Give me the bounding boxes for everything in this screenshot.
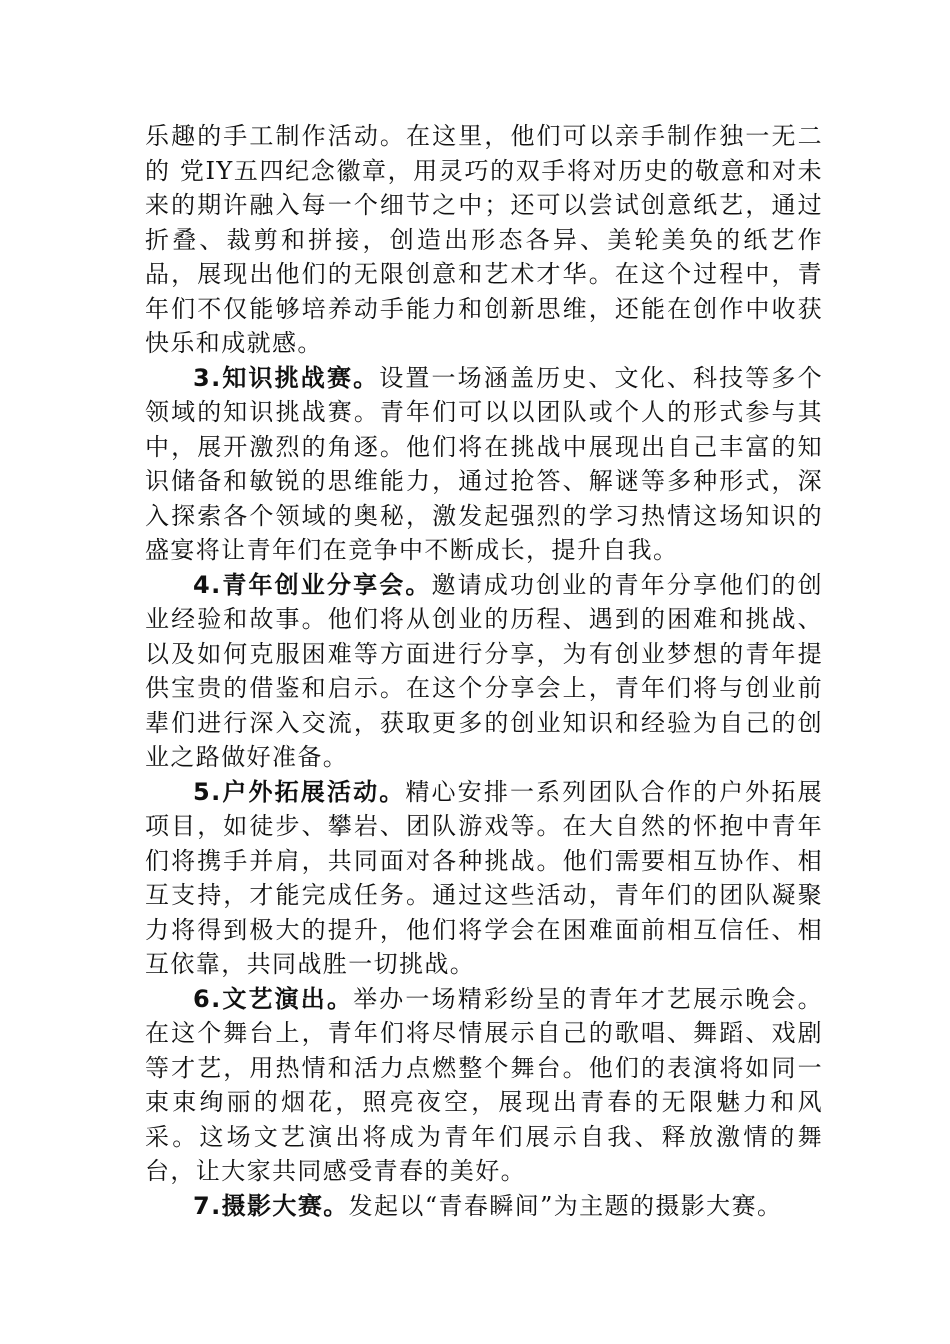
paragraph-startup-sharing bbox=[145, 568, 823, 775]
paragraph-text: 精心安排一系列团队合作的户外拓展项目，如徒步、攀岩、团队游戏等。在大自然的怀抱中青年们将携手并肩，共同面对各种挑战。他们需要相互协作、相互支持，才能完成任务。通过这些活动，青年们的团队凝聚力将得到极大的提升，他们将学会在困难面前相互信任、相互依靠，共同战胜一切挑战。 bbox=[145, 777, 823, 978]
paragraph-handcraft bbox=[145, 119, 823, 361]
paragraph-text: 乐趣的手工制作活动。在这里，他们可以亲手制作独一无二的 党IY五四纪念徽章，用灵巧的双手将对历史的敬意和对未来的期许融入每一个细节之中；还可以尝试创意纸艺，通过折叠、裁剪和拼接，创造出形态各异、美轮美奂的纸艺作品，展现出他们的无限创意和艺术才华。在这个过程中，青年们不仅能够培养动手能力和创新思维，还能在创作中收获快乐和成就感。 bbox=[145, 122, 823, 357]
paragraph-art-performance bbox=[145, 982, 823, 1189]
paragraph-knowledge-challenge bbox=[145, 361, 823, 568]
paragraph-text: 邀请成功创业的青年分享他们的创业经验和故事。他们将从创业的历程、遇到的困难和挑战、以及如何克服困难等方面进行分享，为有创业梦想的青年提供宝贵的借鉴和启示。在这个分享会上，青年们将与创业前辈们进行深入交流，获取更多的创业知识和经验为自己的创业之路做好准备。 bbox=[145, 570, 823, 771]
paragraph-heading: 4.青年创业分享会。 bbox=[193, 570, 432, 599]
paragraph-heading: 6.文艺演出。 bbox=[193, 984, 354, 1013]
document-page bbox=[145, 119, 823, 1223]
paragraph-outdoor-activities bbox=[145, 775, 823, 982]
paragraph-photo-contest bbox=[145, 1189, 823, 1224]
paragraph-heading: 3.知识挑战赛。 bbox=[193, 363, 380, 392]
paragraph-text: 发起以“青春瞬间”为主题的摄影大赛。 bbox=[348, 1191, 783, 1220]
paragraph-heading: 5.户外拓展活动。 bbox=[193, 777, 406, 806]
paragraph-text: 举办一场精彩纷呈的青年才艺展示晚会。在这个舞台上，青年们将尽情展示自己的歌唱、舞蹈、戏剧等才艺，用热情和活力点燃整个舞台。他们的表演将如同一束束绚丽的烟花，照亮夜空，展现出青春的无限魅力和风采。这场文艺演出将成为青年们展示自我、释放激情的舞台，让大家共同感受青春的美好。 bbox=[145, 984, 824, 1185]
paragraph-heading: 7.摄影大赛。 bbox=[193, 1191, 349, 1220]
paragraph-text: 设置一场涵盖历史、文化、科技等多个领域的知识挑战赛。青年们可以以团队或个人的形式参与其中，展开激烈的角逐。他们将在挑战中展现出自己丰富的知识储备和敏锐的思维能力，通过抢答、解谜等多种形式，深入探索各个领域的奥秘，激发起强烈的学习热情这场知识的盛宴将让青年们在竞争中不断成长，提升自我。 bbox=[145, 363, 823, 564]
